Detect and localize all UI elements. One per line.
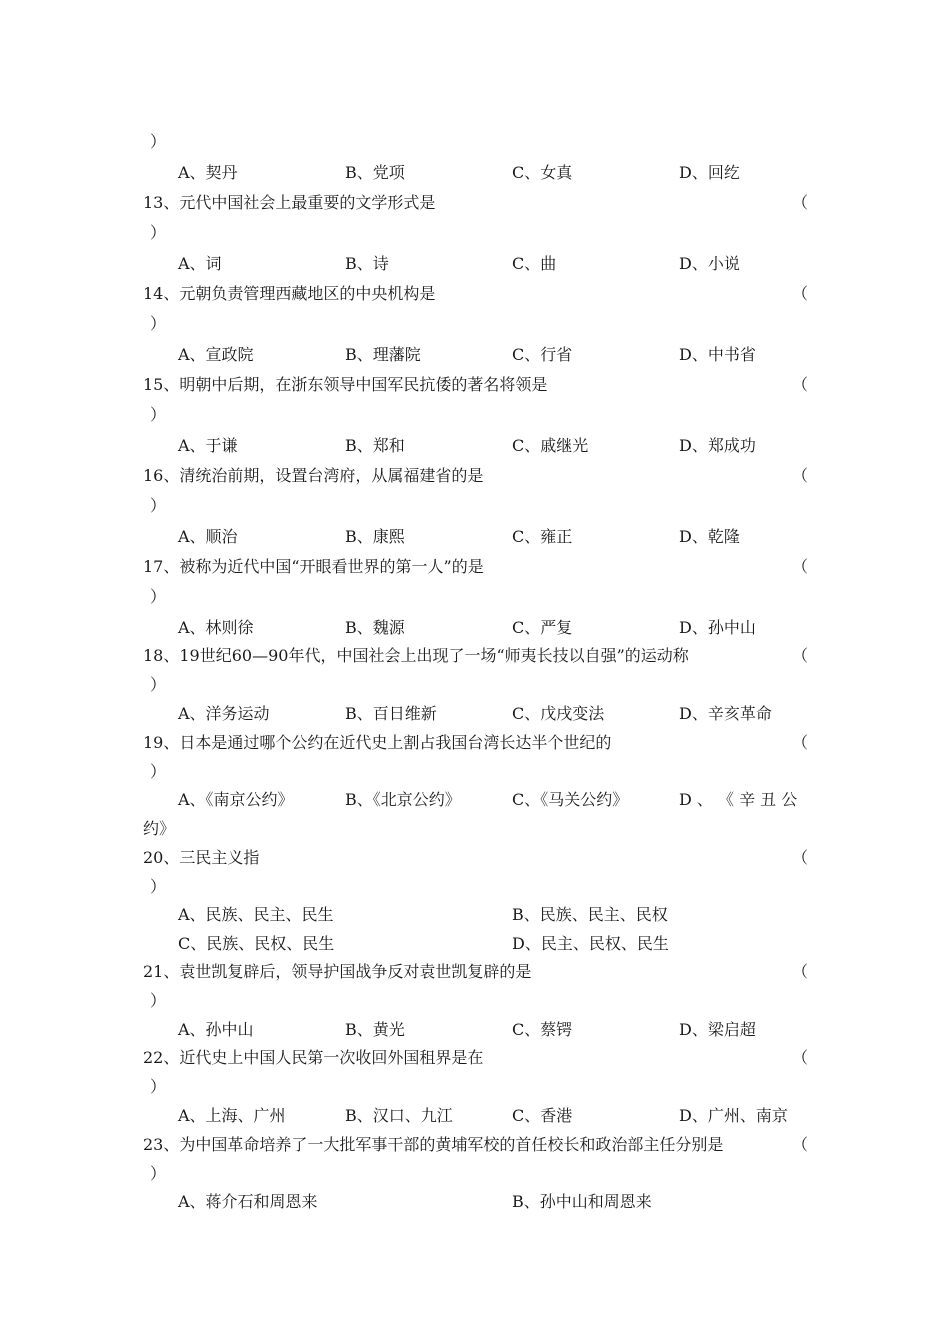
option-b: B、康熙 bbox=[345, 527, 405, 546]
open-paren: （ bbox=[792, 962, 809, 981]
question-stem: 20、三民主义指 bbox=[143, 848, 260, 867]
question-stem: 19、日本是通过哪个公约在近代史上割占我国台湾长达半个世纪的 bbox=[143, 733, 612, 752]
close-paren: ） bbox=[150, 991, 167, 1010]
option-b: B、魏源 bbox=[345, 618, 405, 637]
open-paren: （ bbox=[792, 557, 809, 576]
close-paren: ） bbox=[150, 675, 167, 694]
option-a: A、上海、广州 bbox=[178, 1106, 286, 1125]
option-c: C、行省 bbox=[512, 345, 573, 364]
option-c: C、戚继光 bbox=[512, 436, 589, 455]
option-d: D、郑成功 bbox=[679, 436, 756, 455]
question-stem: 22、近代史上中国人民第一次收回外国租界是在 bbox=[143, 1048, 484, 1067]
close-paren: ） bbox=[150, 496, 167, 515]
option-c: C、戊戌变法 bbox=[512, 704, 605, 723]
open-paren: （ bbox=[792, 375, 809, 394]
option-a: A、洋务运动 bbox=[178, 704, 270, 723]
option-b: B、孙中山和周恩来 bbox=[512, 1192, 652, 1211]
open-paren: （ bbox=[792, 284, 809, 303]
option-b: B、诗 bbox=[345, 254, 389, 273]
open-paren: （ bbox=[792, 1135, 809, 1154]
open-paren: （ bbox=[792, 193, 809, 212]
option-a: A、蒋介石和周恩来 bbox=[178, 1192, 318, 1211]
close-paren: ） bbox=[150, 223, 167, 242]
option-a: A、顺治 bbox=[178, 527, 238, 546]
close-paren: ） bbox=[150, 762, 167, 781]
close-paren: ） bbox=[150, 587, 167, 606]
option-d-wrap: 约》 bbox=[143, 819, 176, 838]
option-d: D、民主、民权、民生 bbox=[512, 934, 669, 953]
close-paren: ） bbox=[150, 405, 167, 424]
option-d: D、孙中山 bbox=[679, 618, 756, 637]
option-b: B、党项 bbox=[345, 163, 405, 182]
question-stem: 23、为中国革命培养了一大批军事干部的黄埔军校的首任校长和政治部主任分别是 bbox=[143, 1135, 724, 1154]
open-paren: （ bbox=[792, 1048, 809, 1067]
option-a: A、于谦 bbox=[178, 436, 238, 455]
option-d: D、中书省 bbox=[679, 345, 756, 364]
close-paren: ） bbox=[150, 314, 167, 333]
option-d: D 、 《 辛 丑 公 bbox=[679, 790, 798, 809]
option-a: A、词 bbox=[178, 254, 222, 273]
option-d: D、小说 bbox=[679, 254, 740, 273]
option-c: C、香港 bbox=[512, 1106, 573, 1125]
option-c: C、民族、民权、民生 bbox=[178, 934, 335, 953]
open-paren: （ bbox=[792, 466, 809, 485]
option-d: D、梁启超 bbox=[679, 1020, 756, 1039]
close-paren: ） bbox=[150, 1077, 167, 1096]
option-c: C、蔡锷 bbox=[512, 1020, 573, 1039]
open-paren: （ bbox=[792, 646, 809, 665]
option-d: D、回纥 bbox=[679, 163, 740, 182]
option-d: D、乾隆 bbox=[679, 527, 740, 546]
option-a: A、宣政院 bbox=[178, 345, 254, 364]
question-stem: 21、袁世凯复辟后，领导护国战争反对袁世凯复辟的是 bbox=[143, 962, 532, 981]
option-a: A、民族、民主、民生 bbox=[178, 905, 334, 924]
option-d: D、广州、南京 bbox=[679, 1106, 788, 1125]
open-paren: （ bbox=[792, 733, 809, 752]
question-stem: 18、19世纪60—90年代，中国社会上出现了一场“师夷长技以自强”的运动称 bbox=[143, 646, 689, 665]
option-b: B、百日维新 bbox=[345, 704, 437, 723]
option-b: B、《北京公约》 bbox=[345, 790, 461, 809]
option-b: B、理藩院 bbox=[345, 345, 421, 364]
option-a: A、林则徐 bbox=[178, 618, 254, 637]
option-b: B、汉口、九江 bbox=[345, 1106, 453, 1125]
option-a: A、孙中山 bbox=[178, 1020, 254, 1039]
close-paren: ） bbox=[150, 1164, 167, 1183]
option-c: C、严复 bbox=[512, 618, 573, 637]
option-c: C、女真 bbox=[512, 163, 573, 182]
close-paren: ） bbox=[150, 877, 167, 896]
close-paren: ） bbox=[150, 132, 167, 151]
option-d: D、辛亥革命 bbox=[679, 704, 772, 723]
question-stem: 15、明朝中后期，在浙东领导中国军民抗倭的著名将领是 bbox=[143, 375, 548, 394]
option-c: C、曲 bbox=[512, 254, 557, 273]
option-b: B、郑和 bbox=[345, 436, 405, 455]
option-c: C、《马关公约》 bbox=[512, 790, 629, 809]
open-paren: （ bbox=[792, 848, 809, 867]
question-stem: 14、元朝负责管理西藏地区的中央机构是 bbox=[143, 284, 436, 303]
question-stem: 13、元代中国社会上最重要的文学形式是 bbox=[143, 193, 436, 212]
option-c: C、雍正 bbox=[512, 527, 573, 546]
option-a: A、契丹 bbox=[178, 163, 238, 182]
option-b: B、黄光 bbox=[345, 1020, 405, 1039]
option-b: B、民族、民主、民权 bbox=[512, 905, 668, 924]
question-stem: 16、清统治前期，设置台湾府，从属福建省的是 bbox=[143, 466, 484, 485]
option-a: A、《南京公约》 bbox=[178, 790, 294, 809]
question-stem: 17、被称为近代中国“开眼看世界的第一人”的是 bbox=[143, 557, 484, 576]
